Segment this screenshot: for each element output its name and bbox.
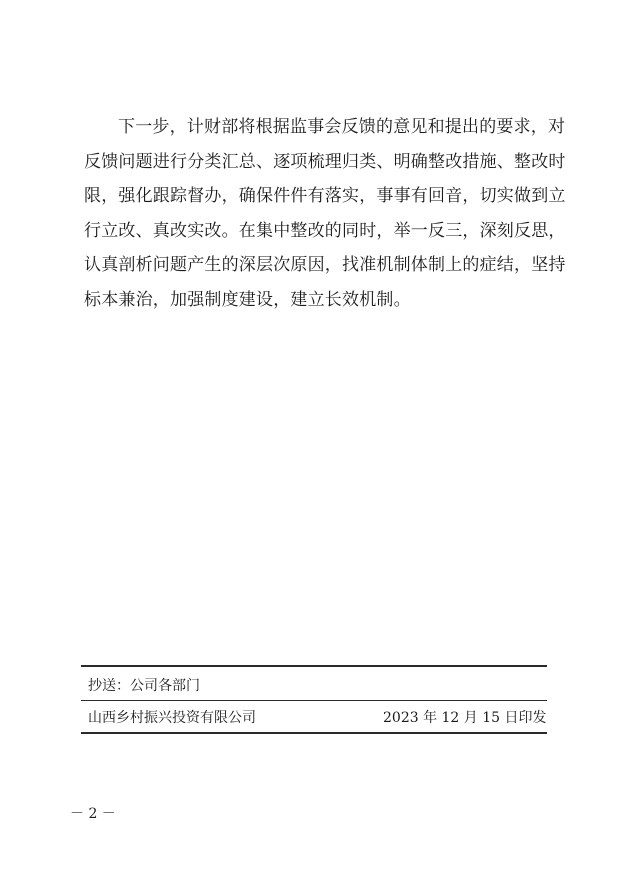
footer-top-rule (81, 665, 547, 667)
footer-bottom-rule (81, 732, 547, 734)
body-paragraph (84, 110, 566, 318)
body-line: 下一步，计财部将根据监事会反馈的意见和提出的要求，对 (118, 117, 566, 137)
page-number: － 2 － (70, 806, 116, 822)
body-line: 限，强化跟踪督办，确保件件有落实，事事有回音，切实做到立 (84, 186, 566, 207)
body-line: 行立改、真改实改。在集中整改的同时，举一反三，深刻反思， (84, 220, 566, 241)
body-line: 认真剖析问题产生的深层次原因，找准机制体制上的症结，坚持 (84, 255, 566, 276)
issue-date: 2023 年 12 月 15 日印发 (383, 710, 547, 726)
body-line: 标本兼治，加强制度建设，建立长效机制。 (84, 289, 411, 310)
body-line: 反馈问题进行分类汇总、逐项梳理归类、明确整改措施、整改时 (84, 151, 566, 172)
footer-middle-rule (81, 700, 547, 701)
cc-recipients: 抄送：公司各部门 (88, 678, 200, 694)
issuing-organization: 山西乡村振兴投资有限公司 (88, 710, 256, 726)
